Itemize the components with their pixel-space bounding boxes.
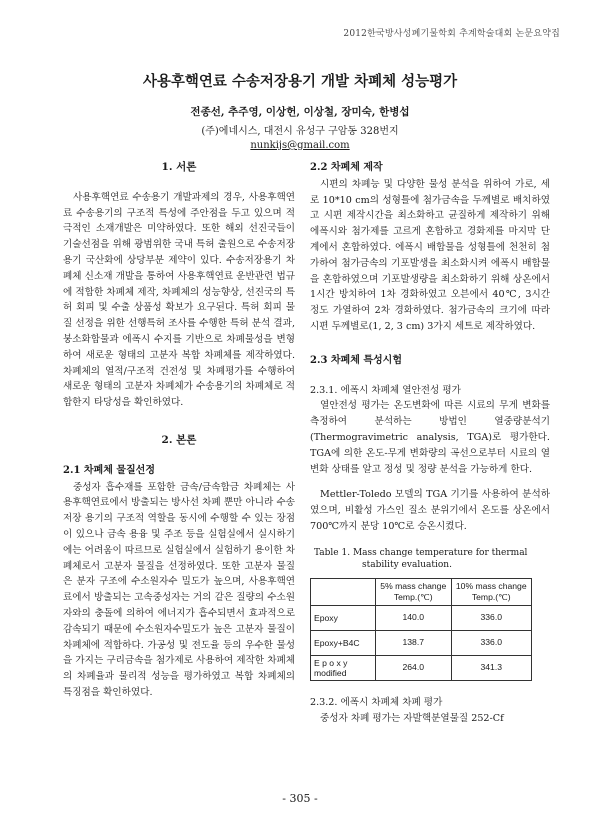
table-header-5pct-top: 5% mass change	[380, 580, 447, 591]
table-row-label: Epoxy+B4C	[311, 630, 376, 655]
table-1-caption	[314, 547, 550, 571]
section-2-2-heading: 2.2 차폐체 제작	[310, 162, 383, 173]
right-column	[310, 160, 550, 726]
table-cell-5pct: 138.7	[376, 630, 452, 655]
author-email-link[interactable]: nunkijs@gmail.com	[250, 140, 350, 151]
table-1-caption-line2: stability evaluation.	[362, 559, 452, 570]
table-header-10pct	[451, 578, 531, 605]
paper-affiliation: (주)에네시스, 대전시 유성구 구암동 328번지	[201, 126, 399, 137]
table-cell-5pct: 140.0	[376, 605, 452, 630]
table-cell-10pct: 336.0	[451, 630, 531, 655]
table-1	[310, 547, 550, 681]
table-header-row	[311, 578, 532, 605]
section-2-2-body: 시편의 차폐능 및 다양한 물성 분석을 위하여 가로, 세로 10*10 cm의 성형틀에 첨가금속을 두께별로 배치하였고 시편 제작시간을 최소화하고 균질하게 제작하기 위해 에폭시와 첨가제를 고르게 혼합하고 경화제를 마지막 단계에서 혼합하였다. 에폭시 배합물을 성형틀에 천천히 첨가하여 첨가금속의 기포발생을 최소화시켜 에폭시 배합물을 혼합하였으며 기포발생량을 최소화하기 위해 상온에서 1시간 방치하여 1차 경화하였고 오븐에서 40℃, 3시간 정도 가열하여 2차 경화하였다. 첨가금속의 크기에 따라 시편 두께별로(1, 2, 3 cm) 3가지 세트로 제작하였다.	[310, 178, 550, 332]
section-2-1-heading: 2.1 차폐체 물질선정	[63, 464, 155, 476]
table-row	[311, 655, 532, 680]
page-number: - 305 -	[282, 792, 318, 805]
section-2-3-1-body-2: Mettler-Toledo 모델의 TGA 기기를 사용하여 분석하였으며, 비활성 가스인 질소 분위기에서 온도를 상온에서 700℃까지 분당 10℃로 승온시켰다.	[310, 489, 550, 532]
table-cell-5pct: 264.0	[376, 655, 452, 680]
table-header-5pct-bottom: Temp.(℃)	[393, 591, 433, 602]
mass-change-table	[310, 578, 532, 681]
table-header-5pct	[376, 578, 452, 605]
table-header-10pct-bottom: Temp.(℃)	[471, 591, 511, 602]
table-row-label: E p o x y modified	[311, 655, 376, 680]
section-2-3-2-heading: 2.3.2. 에폭시 차폐체 차폐 평가	[310, 696, 443, 708]
section-main-heading: 2. 본론	[161, 433, 197, 446]
section-2-3-heading: 2.3 차폐체 특성시험	[310, 354, 402, 366]
paper-title: 사용후핵연료 수송저장용기 개발 차폐체 성능평가	[142, 73, 458, 90]
paper-authors: 전종선, 추주영, 이상헌, 이상철, 장미숙, 한병섭	[190, 106, 410, 118]
section-2-1-body: 중성자 흡수재를 포함한 금속/금속합금 차폐체는 사용후핵연료에서 방출되는 방사선 차폐 뿐만 아니라 수송저장 용기의 구조적 역할을 동시에 수행할 수 있는 장점이 있으나 금속 용융 및 주조 등을 실험실에서 실시하기에는 어려움이 따르므로 실험실에서 실험하기 용이한 차폐체로서 고분자 물질을 선정하였다. 또한 고분자 물질은 분자 구조에 수소원자수 밀도가 높으며, 사용후핵연료에서 방출되는 고속중성자는 거의 같은 질량의 수소원자와의 충돌에 의하여 에너지가 흡수되면서 효과적으로 감속되기 때문에 수소원자수밀도가 높은 고분자 물질이 차폐체에 적합하다. 가공성 및 전도율 등의 우수한 물성을 가지는 구리금속을 첨가제로 사용하여 제작한 차폐체의 차폐율과 물리적 성능을 평가하였고 복합 차폐체의 특징점을 확인하였다.	[63, 481, 295, 698]
table-header-blank	[311, 578, 376, 605]
table-row	[311, 605, 532, 630]
section-2-3-2-body: 중성자 차폐 평가는 자발핵분열물질 252-Cf	[320, 712, 504, 724]
section-intro-body: 사용후핵연료 수송용기 개발과제의 경우, 사용후핵연료 수송용기의 구조적 특성에 주안점을 두고 있으며 적극적인 소재개발은 미약하였다. 또한 해외 선진국들이 기술선점을 위해 광범위한 국내 특허 출원으로 수송저장용기 국산화에 상당부분 제약이 있다. 수송저장용기 차폐체 신소재 개발을 통하여 사용후핵연료 운반관련 법규에 적합한 차폐체 제작, 차폐체의 성능향상, 선진국의 특허 회피 및 수출 상품성 확보가 요구된다. 특허 회피 물질 선정을 위한 선행특허 조사를 수행한 특허 분석 결과, 붕소화합물과 에폭시 수지를 기반으로 차폐물성을 변형하여 새로운 형태의 고분자 복합 차폐체를 제작하였다. 차폐체의 열적/구조적 건전성 및 차폐평가를 수행하여 새로운 형태의 고분자 차폐체가 수송용기의 차폐체로 적합한지 타당성을 확인하였다.	[63, 191, 295, 409]
section-intro-heading: 1. 서론	[161, 161, 197, 173]
running-header: 2012한국방사성폐기물학회 추계학술대회 논문요약집	[343, 29, 560, 39]
table-row-label: Epoxy	[311, 605, 376, 630]
table-cell-10pct: 336.0	[451, 605, 531, 630]
table-row	[311, 630, 532, 655]
section-2-3-1-body-1: 열안전성 평가는 온도변화에 따른 시료의 무게 변화를 측정하여 분석하는 방법인 열중량분석기(Thermogravimetric analysis, TGA)로 평가한다. TGA에 의한 온도-무게 변화량의 곡선으로부터 시료의 열변화 상태를 알고 정성 및 정량 분석을 가능하게 한다.	[310, 400, 550, 475]
section-2-3-1-heading: 2.3.1. 에폭시 차폐체 열안전성 평가	[310, 384, 461, 396]
table-1-caption-line1: Table 1. Mass change temperature for thermal	[314, 547, 528, 558]
table-cell-10pct: 341.3	[451, 655, 531, 680]
left-column	[63, 160, 295, 701]
table-header-10pct-top: 10% mass change	[455, 580, 527, 591]
